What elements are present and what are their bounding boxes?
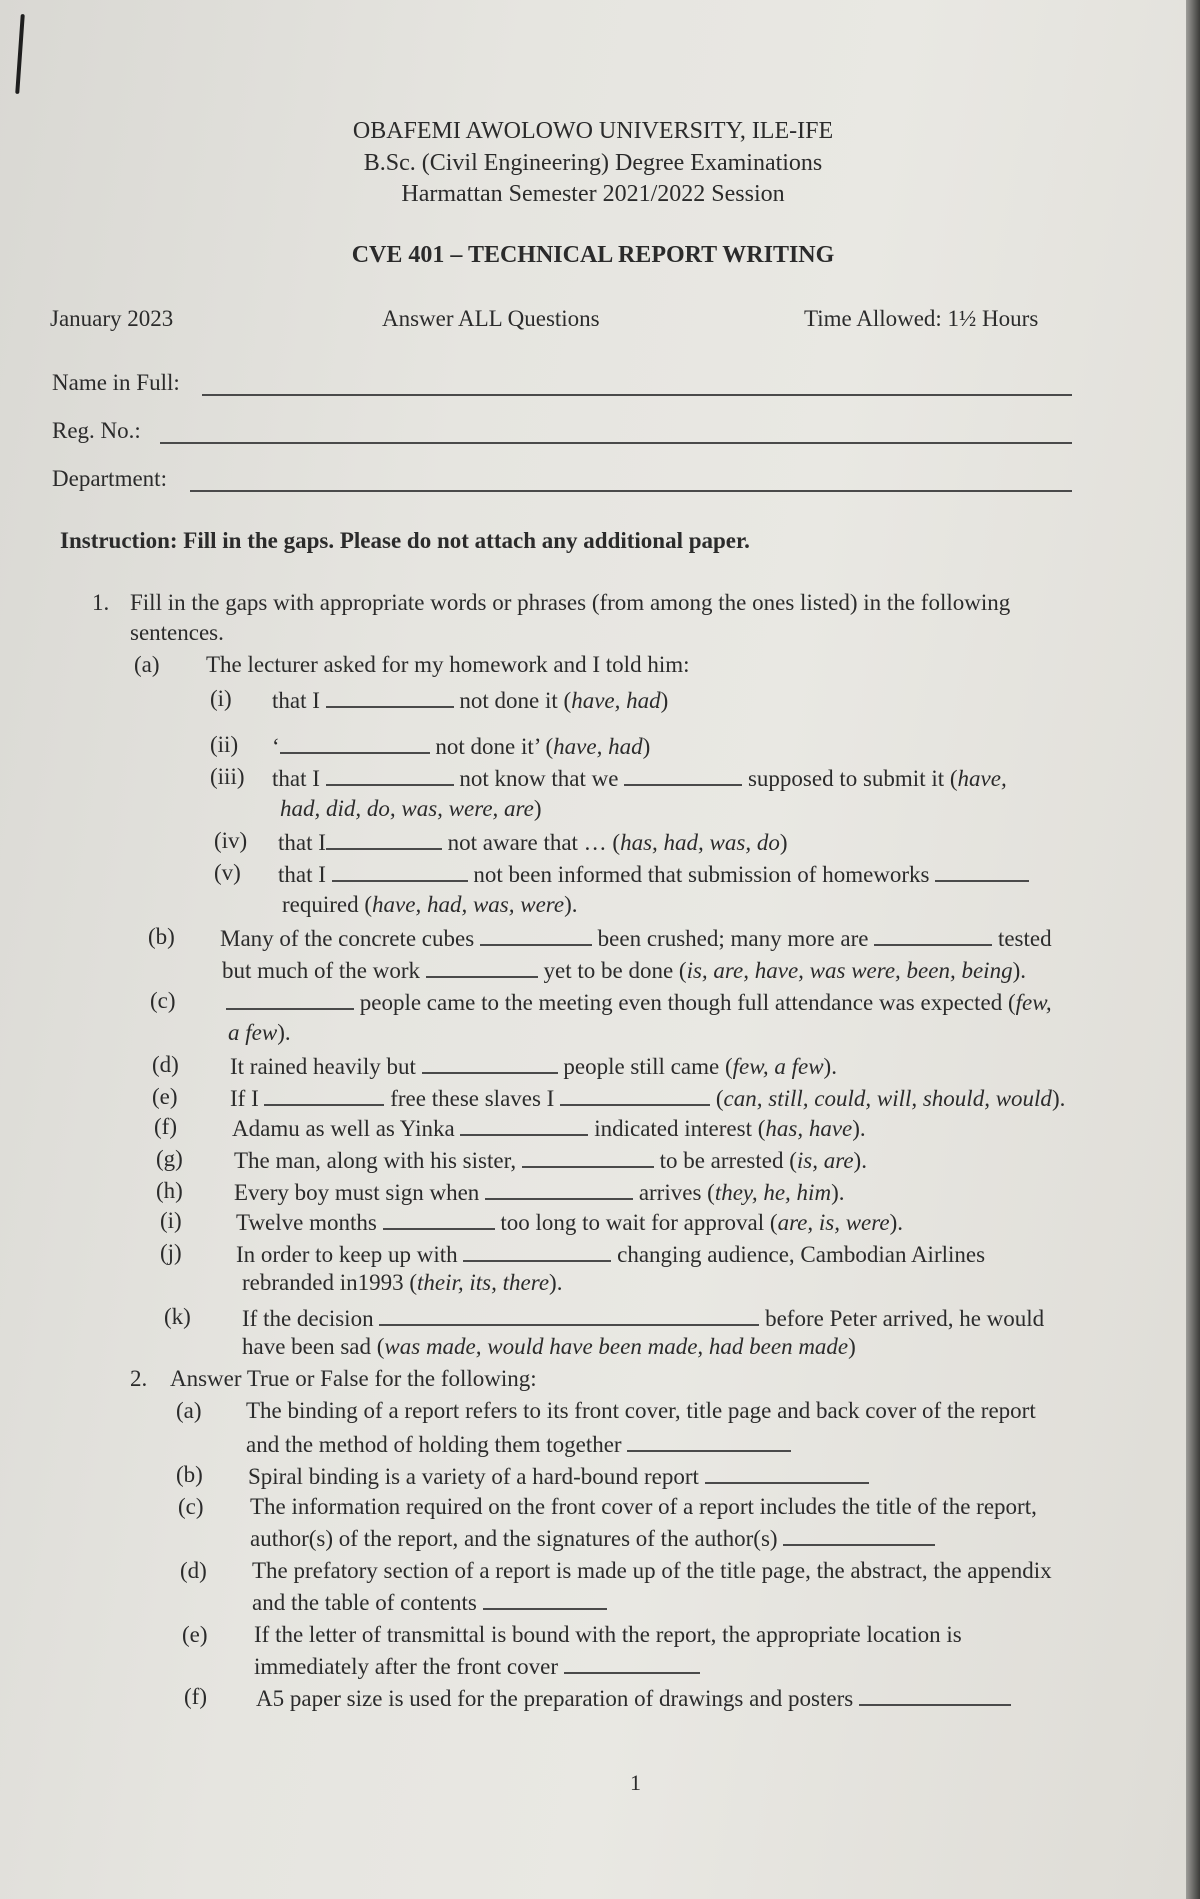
- q1b-cont: but much of the work yet to be done (is, are, have, was were, been, being).: [222, 958, 1026, 983]
- instruction: Instruction: Fill in the gaps. Please do not attach any additional paper.: [60, 528, 750, 553]
- q1a-iii: that I not know that we supposed to submit it (have,: [272, 766, 1007, 791]
- q1c-cont: a few).: [228, 1020, 291, 1045]
- q1e-label: (e): [152, 1084, 178, 1109]
- gap[interactable]: [460, 1114, 588, 1136]
- answer-note: Answer ALL Questions: [382, 306, 600, 331]
- q2a-line1: The binding of a report refers to its front cover, title page and back cover of the report: [246, 1398, 1036, 1423]
- name-line[interactable]: [202, 394, 1072, 396]
- q1a-v: that I not been informed that submission of homeworks: [278, 860, 1029, 888]
- q1b: Many of the concrete cubes been crushed; many more are tested: [220, 926, 1052, 951]
- university-name: OBAFEMI AWOLOWO UNIVERSITY, ILE-IFE: [352, 118, 834, 144]
- q2b-line1: Spiral binding is a variety of a hard-bound report: [248, 1462, 869, 1490]
- gap[interactable]: [332, 860, 468, 882]
- q1i: Twelve months too long to wait for approval (are, is, were).: [236, 1210, 903, 1235]
- q2c-label: (c): [178, 1494, 204, 1519]
- answer-gap[interactable]: [627, 1430, 791, 1452]
- answer-gap[interactable]: [705, 1462, 869, 1484]
- q2-number: 2.: [130, 1366, 148, 1391]
- answer-gap[interactable]: [564, 1652, 700, 1674]
- q2a-label: (a): [176, 1398, 202, 1423]
- degree-title: B.Sc. (Civil Engineering) Degree Examinations: [363, 150, 823, 176]
- reg-line[interactable]: [160, 442, 1072, 444]
- q1j-label: (j): [160, 1240, 182, 1265]
- department-label: Department:: [52, 466, 167, 491]
- q1-intro: Fill in the gaps with appropriate words or phrases (from among the ones listed) in the following: [130, 590, 1011, 615]
- gap[interactable]: [426, 956, 538, 978]
- q1a-iii-cont: had, did, do, was, were, are): [280, 796, 542, 821]
- gap[interactable]: [326, 686, 454, 708]
- q1k-cont: have been sad (was made, would have been made, had been made): [242, 1334, 856, 1359]
- gap[interactable]: [463, 1240, 611, 1262]
- gap[interactable]: [379, 1304, 759, 1326]
- q1a-iii-label: (iii): [210, 764, 245, 789]
- reg-field[interactable]: [52, 418, 141, 444]
- q1a-ii: ‘ not done it’ (have, had): [272, 734, 651, 759]
- q2e-line1: If the letter of transmittal is bound with the report, the appropriate location is: [254, 1622, 962, 1647]
- q1h: Every boy must sign when arrives (they, he, him).: [234, 1180, 845, 1205]
- gap[interactable]: [485, 1178, 633, 1200]
- name-field[interactable]: [52, 370, 180, 396]
- gap[interactable]: [280, 732, 430, 754]
- q1b-label: (b): [148, 924, 175, 949]
- q2-intro: Answer True or False for the following:: [170, 1366, 537, 1391]
- q1a-i-label: (i): [210, 686, 232, 711]
- gap[interactable]: [226, 988, 354, 1010]
- q1a-v-cont: required (have, had, was, were).: [282, 892, 578, 917]
- q1a-i: that I not done it (have, had): [272, 688, 669, 713]
- gap[interactable]: [522, 1146, 654, 1168]
- gap[interactable]: [935, 860, 1029, 882]
- q2c-line2: author(s) of the report, and the signatures of the author(s): [250, 1524, 935, 1552]
- q2c-line1: The information required on the front cover of a report includes the title of the report,: [250, 1494, 1037, 1519]
- exam-date: January 2023: [50, 306, 174, 331]
- q1c-label: (c): [150, 988, 176, 1013]
- q1c: people came to the meeting even though full attendance was expected (few,: [226, 988, 1052, 1016]
- gap[interactable]: [383, 1208, 495, 1230]
- answer-gap[interactable]: [783, 1524, 935, 1546]
- semester-line: Harmattan Semester 2021/2022 Session: [401, 181, 785, 207]
- department-field[interactable]: [52, 466, 167, 492]
- q2d-line1: The prefatory section of a report is made up of the title page, the abstract, the appendix: [252, 1558, 1052, 1583]
- gap[interactable]: [264, 1084, 384, 1106]
- q2e-line2: immediately after the front cover: [254, 1652, 700, 1680]
- q2d-line2: and the table of contents: [252, 1588, 607, 1616]
- q2f-line1: A5 paper size is used for the preparation of drawings and posters: [256, 1684, 1011, 1712]
- q2f-label: (f): [184, 1684, 207, 1709]
- q1g: The man, along with his sister, to be arrested (is, are).: [234, 1148, 867, 1173]
- q1d: It rained heavily but people still came (few, a few).: [230, 1054, 837, 1079]
- q1a-text: The lecturer asked for my homework and I told him:: [206, 652, 690, 677]
- answer-gap[interactable]: [859, 1684, 1011, 1706]
- q2b-label: (b): [176, 1462, 203, 1487]
- department-line[interactable]: [190, 490, 1072, 492]
- page-number: 1: [630, 1770, 641, 1795]
- q1a-label: (a): [134, 652, 160, 677]
- q1-intro-2: sentences.: [130, 620, 224, 645]
- q1a-iv: that I not aware that … (has, had, was, do): [278, 830, 788, 855]
- q1a-ii-label: (ii): [210, 732, 239, 757]
- q1g-label: (g): [156, 1146, 183, 1171]
- q1e: If I free these slaves I (can, still, could, will, should, would).: [230, 1086, 1066, 1111]
- q1j-cont: rebranded in1993 (their, its, there).: [242, 1270, 563, 1295]
- course-title: CVE 401 – TECHNICAL REPORT WRITING: [351, 242, 835, 268]
- gap[interactable]: [560, 1084, 710, 1106]
- name-label: Name in Full:: [52, 370, 180, 395]
- q1k-label: (k): [164, 1304, 191, 1329]
- gap[interactable]: [326, 828, 442, 850]
- answer-gap[interactable]: [483, 1588, 607, 1610]
- q2e-label: (e): [182, 1622, 208, 1647]
- q1-number: 1.: [92, 590, 110, 615]
- gap[interactable]: [874, 924, 992, 946]
- pen-mark: [15, 14, 25, 94]
- time-allowed: Time Allowed: 1½ Hours: [804, 306, 1039, 331]
- q1h-label: (h): [156, 1178, 183, 1203]
- gap[interactable]: [480, 924, 592, 946]
- q1k: If the decision before Peter arrived, he would: [242, 1306, 1045, 1331]
- q1f-label: (f): [154, 1114, 177, 1139]
- q1f: Adamu as well as Yinka indicated interest (has, have).: [232, 1116, 866, 1141]
- q1a-v-label: (v): [214, 860, 241, 885]
- q1d-label: (d): [152, 1052, 179, 1077]
- reg-label: Reg. No.:: [52, 418, 141, 443]
- q1j: In order to keep up with changing audience, Cambodian Airlines: [236, 1242, 986, 1267]
- gap[interactable]: [624, 764, 742, 786]
- page-edge: [1186, 0, 1200, 1899]
- q1i-label: (i): [160, 1208, 182, 1233]
- q1a-iv-label: (iv): [214, 828, 248, 853]
- q2a-line2: and the method of holding them together: [246, 1430, 791, 1458]
- gap[interactable]: [326, 764, 454, 786]
- q2d-label: (d): [180, 1558, 207, 1583]
- gap[interactable]: [422, 1052, 558, 1074]
